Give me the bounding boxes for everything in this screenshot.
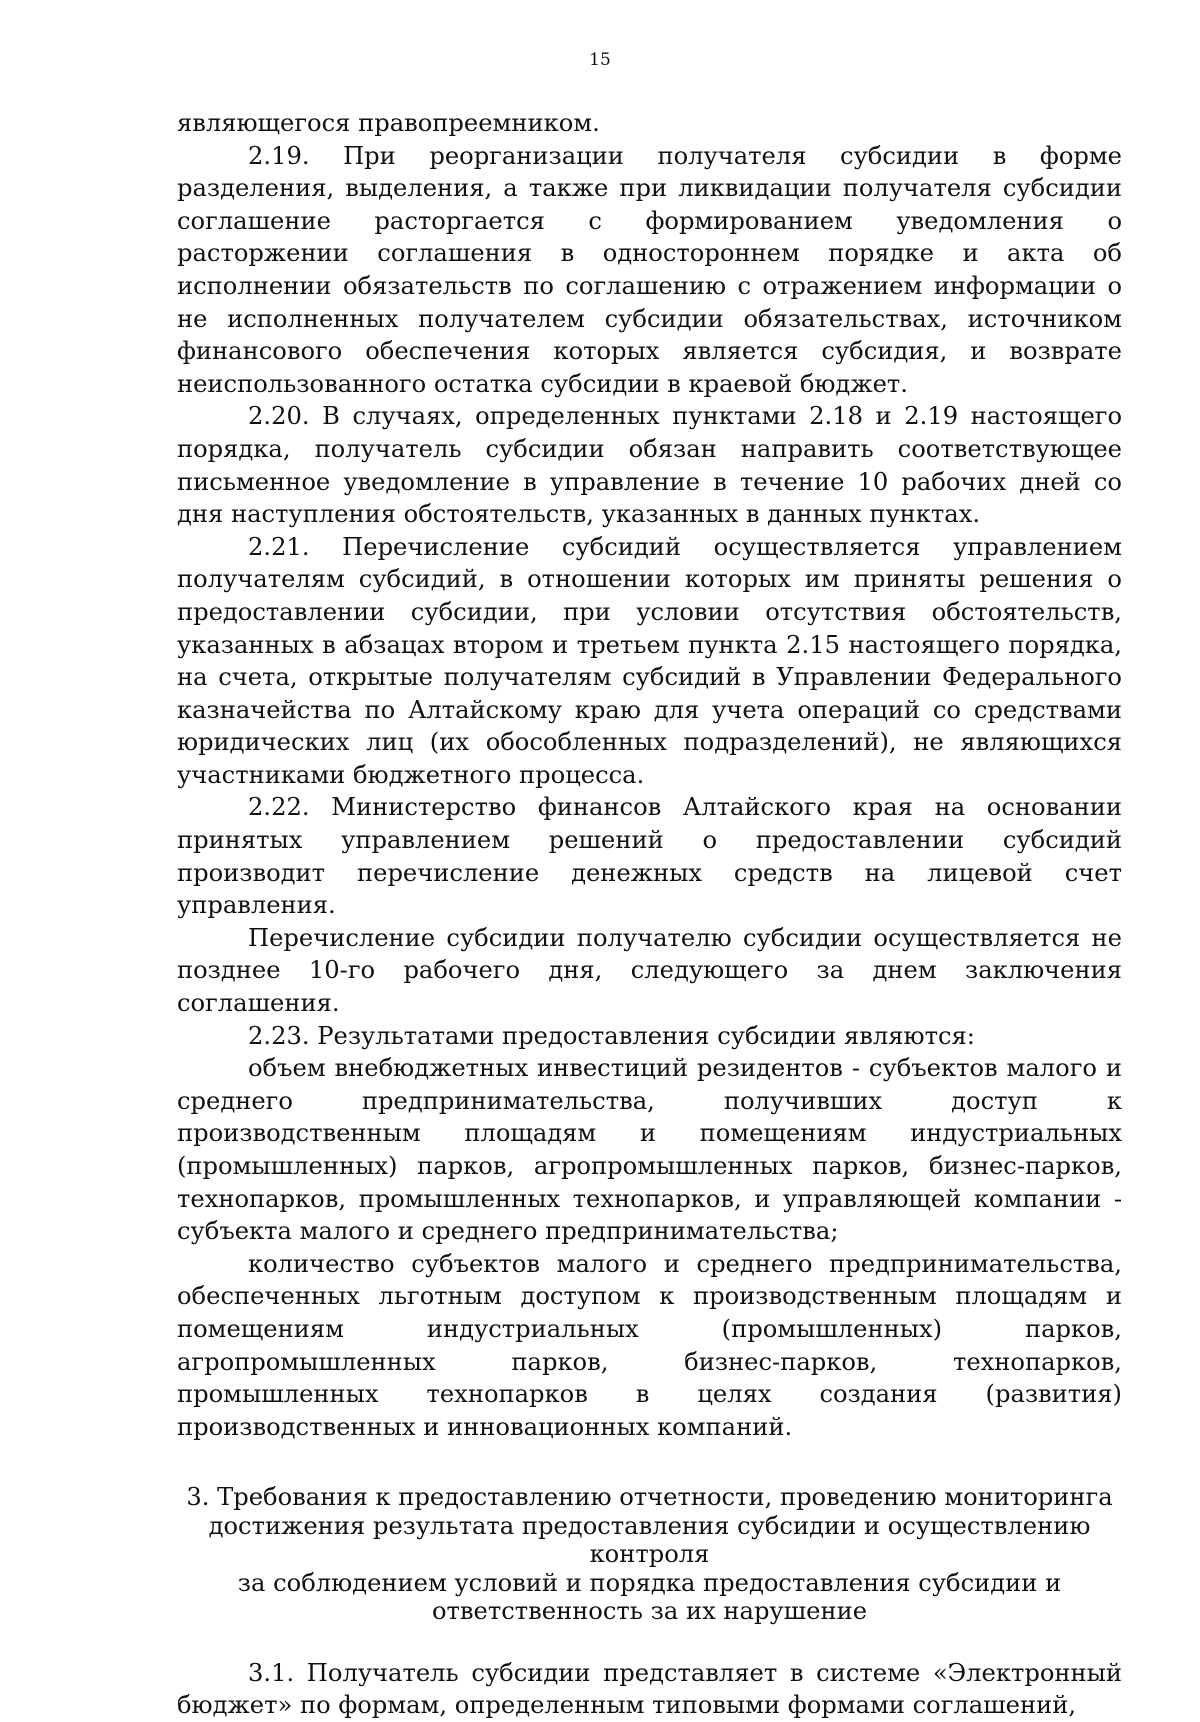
section-3-heading xyxy=(177,1483,1122,1626)
paragraph-result-count: количество субъектов малого и среднего предпринимательства, обеспеченных льготным доступом к производственным площадям и помещениям индустриальных (промышленных) парков, агропромышленных парков, бизнес-парков, технопарков, промышленных технопарков в целях создания (развития) производственных и инновационных компаний. xyxy=(177,1249,1122,1441)
paragraph-result-investments: объем внебюджетных инвестиций резидентов - субъектов малого и среднего предпринимательства, получивших доступ к производственным площадям и помещениям индустриальных (промышленных) парков, агропромышленных парков, бизнес-парков, технопарков, промышленных технопарков, и управляющей компании - субъекта малого и среднего предпринимательства; xyxy=(177,1054,1122,1246)
section-3-heading-line-2: достижения результата предоставления субсидии и осуществлению контроля xyxy=(208,1511,1091,1569)
paragraph-3-1: 3.1. Получатель субсидии представляет в системе «Электронный бюджет» по формам, определенным типовыми формами соглашений, xyxy=(177,1658,1122,1720)
paragraph-2-20: 2.20. В случаях, определенных пунктами 2.18 и 2.19 настоящего порядка, получатель субсидии обязан направить соответствующее письменное уведомление в управление в течение 10 рабочих дней со дня наступления обстоятельств, указанных в данных пунктах. xyxy=(177,402,1122,529)
paragraph-2-19: 2.19. При реорганизации получателя субсидии в форме разделения, выделения, а также при ликвидации получателя субсидии соглашение расторгается с формированием уведомления о расторжении соглашения в одностороннем порядке и акта об исполнении обязательств по соглашению с отражением информации о не исполненных получателем субсидии обязательствах, источником финансового обеспечения которых является субсидия, и возврате неиспользованного остатка субсидии в краевой бюджет. xyxy=(177,141,1122,398)
paragraph-2-23: 2.23. Результатами предоставления субсидии являются: xyxy=(248,1021,975,1050)
paragraph-transfer-deadline: Перечисление субсидии получателю субсидии осуществляется не позднее 10-го рабочего дня, следующего за днем заключения соглашения. xyxy=(177,923,1122,1018)
section-3-heading-line-3: за соблюдением условий и порядка предоставления субсидии и xyxy=(237,1568,1062,1597)
page-number: 15 xyxy=(589,50,611,70)
section-3-heading-line-4: ответственность за их нарушение xyxy=(431,1597,868,1626)
document-body xyxy=(177,107,1122,1722)
paragraph-2-22: 2.22. Министерство финансов Алтайского края на основании принятых управлением решений о предоставлении субсидий производит перечисление денежных средств на лицевой счет управления. xyxy=(177,793,1122,920)
paragraph-2-21: 2.21. Перечисление субсидий осуществляется управлением получателям субсидий, в отношении которых им приняты решения о предоставлении субсидии, при условии отсутствия обстоятельств, указанных в абзацах втором и третьем пункта 2.15 настоящего порядка, на счета, открытые получателям субсидий в Управлении Федерального казначейства по Алтайскому краю для учета операций со средствами юридических лиц (их обособленных подразделений), не являющихся участниками бюджетного процесса. xyxy=(177,532,1122,789)
section-3-heading-line-1: 3. Требования к предоставлению отчетности, проведению мониторинга xyxy=(186,1483,1113,1512)
paragraph-continuation: являющегося правопреемником. xyxy=(177,109,600,137)
